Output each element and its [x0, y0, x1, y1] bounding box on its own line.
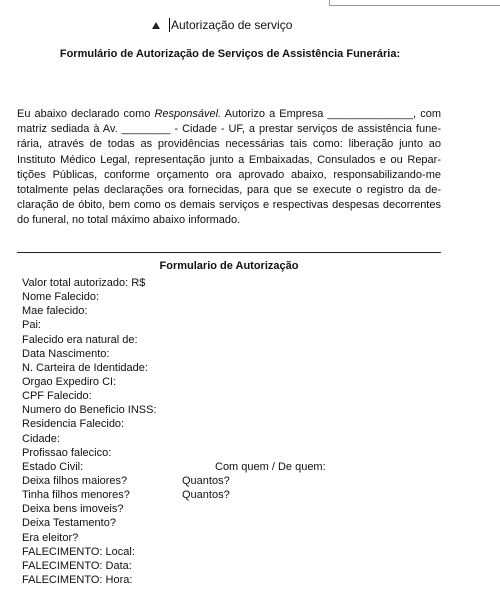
paragraph-line: matriz sediada à Av. ________ - Cidade - UF, a prestar serviços de assistência fune- — [17, 123, 441, 136]
form-field-row — [22, 361, 442, 375]
form-field-row — [22, 559, 442, 573]
field-label: Deixa Testamento? — [22, 517, 116, 530]
field-label: Mae falecido: — [22, 305, 88, 318]
form-field-row — [22, 290, 442, 304]
field-label: Profissao falecico: — [22, 446, 112, 459]
field-label: Valor total autorizado: R$ — [22, 277, 146, 289]
field-label: Tinha filhos menores? — [22, 489, 130, 502]
form-field-row — [22, 417, 442, 431]
field-label: CPF Falecido: — [22, 390, 92, 403]
paragraph-line: totalmente pelas declarações ora fornecidas, para que se execute o registro da de- — [17, 183, 441, 196]
field-label: Estado Civil: — [22, 460, 84, 473]
document-title: Formulário de Autorização de Serviços de Assistência Funerária: — [59, 48, 401, 60]
form-field-row — [22, 474, 442, 488]
form-field-row — [22, 333, 442, 347]
form-field-row — [22, 573, 442, 587]
document-header — [152, 17, 292, 33]
field-label: Deixa filhos maiores? — [22, 474, 128, 487]
field-label: Falecido era natural de: — [22, 333, 138, 346]
text-cursor — [169, 18, 170, 32]
search-box[interactable] — [329, 0, 500, 6]
form-field-row — [22, 375, 442, 389]
form-field-row — [22, 318, 442, 332]
form-field-row — [22, 432, 442, 446]
field-label: FALECIMENTO: Data: — [22, 559, 132, 572]
field-extra-label: Quantos? — [182, 474, 230, 487]
form-field-row — [22, 276, 442, 290]
paragraph-line: tições Públicas, conforme orçamento ora aprovado abaixo, responsabilizando-me — [17, 168, 441, 181]
form-field-row — [22, 460, 442, 474]
field-label: Data Nascimento: — [22, 347, 110, 360]
header-title: Autorização de serviço — [171, 18, 293, 32]
paragraph-line: rária, através de todas as providências necessárias tais como: liberação junto ao — [17, 138, 441, 151]
field-label: Numero do Beneficio INSS: — [22, 404, 157, 417]
field-label: Cidade: — [22, 432, 60, 445]
field-label: Nome Falecido: — [22, 291, 100, 304]
field-label: N. Carteira de Identidade: — [22, 361, 148, 374]
section-divider — [17, 252, 441, 253]
form-field-row — [22, 304, 442, 318]
paragraph-last-line: do funeral, no total máximo abaixo informado. — [17, 214, 241, 227]
field-label: Deixa bens imoveis? — [22, 503, 124, 516]
form-field-row — [22, 403, 442, 417]
field-label: Pai: — [22, 319, 41, 332]
form-field-row — [22, 545, 442, 559]
form-field-row — [22, 347, 442, 361]
field-extra-label: Quantos? — [182, 489, 230, 502]
collapse-triangle-icon[interactable] — [152, 22, 160, 29]
form-field-row — [22, 488, 442, 502]
form-fields — [22, 276, 442, 587]
paragraph-line: Instituto Médico Legal, representação junto a Embaixadas, Consulados e ou Repar- — [17, 153, 441, 166]
form-field-row — [22, 446, 442, 460]
field-extra-label: Com quem / De quem: — [215, 460, 326, 473]
field-label: Orgao Expediro CI: — [22, 375, 117, 388]
field-label: FALECIMENTO: Local: — [22, 545, 135, 558]
field-label: Era eleitor? — [22, 531, 79, 544]
form-field-row — [22, 389, 442, 403]
form-title: Formulario de Autorização — [159, 260, 299, 272]
paragraph-line-1: Eu abaixo declarado como Responsável. Autorizo a Empresa ______________, com — [17, 108, 441, 120]
field-label: FALECIMENTO: Hora: — [22, 573, 133, 586]
form-field-row — [22, 516, 442, 530]
paragraph-line: claração de óbito, bem como os demais serviços e respectivas despesas decorrentes — [17, 199, 441, 212]
field-label: Residencia Falecido: — [22, 418, 125, 431]
authorization-paragraph — [17, 107, 441, 229]
form-field-row — [22, 502, 442, 516]
form-field-row — [22, 531, 442, 545]
